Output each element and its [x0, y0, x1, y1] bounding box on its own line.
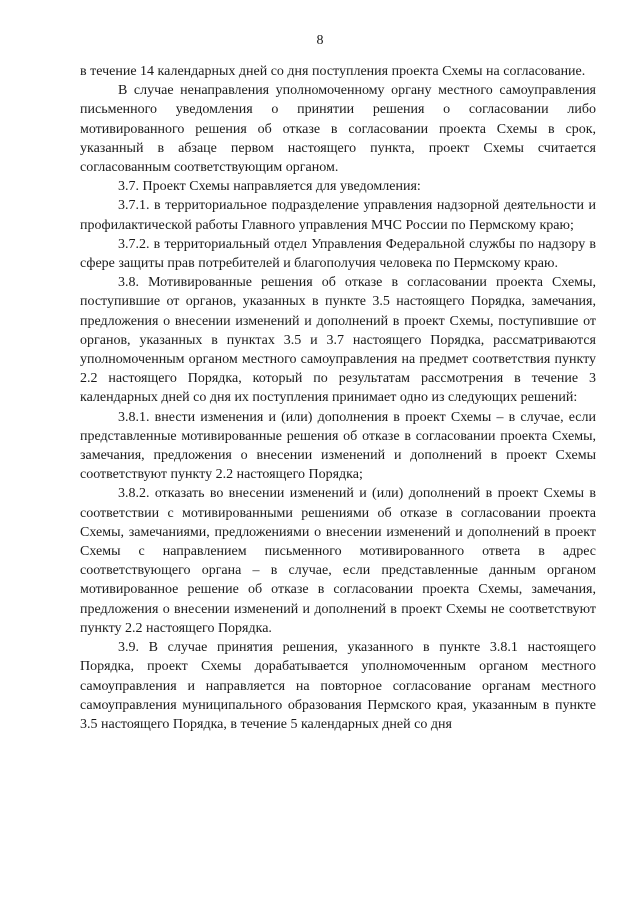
paragraph-3-7-1: 3.7.1. в территориальное подразделение управления надзорной деятельности и профилактической работы Главного управления МЧС России по Пермскому краю; — [80, 198, 596, 233]
document-body — [80, 62, 596, 734]
paragraph-non-notification: В случае ненаправления уполномоченному органу местного самоуправления письменного уведомления о принятии решения о согласовании либо мотивированного решения об отказе в согласовании проекта Схемы в срок, указанный в абзаце первом настоящего пункта, проект Схемы считается согласованным соответствующим органом. — [80, 83, 596, 176]
paragraph-3-9: 3.9. В случае принятия решения, указанного в пункте 3.8.1 настоящего Порядка, проект Схемы дорабатывается уполномоченным органом местного самоуправления и направляется на повторное согласование органам местного самоуправления муниципального образования Пермского края, указанным в пункте 3.5 настоящего Порядка, в течение 5 календарных дней со дня — [80, 640, 596, 732]
paragraph-3-8-2: 3.8.2. отказать во внесении изменений и (или) дополнений в проект Схемы в соответствии с мотивированными решениями об отказе в согласовании проекта Схемы, замечаниями, предложениями о внесении изменений и дополнений в проект Схемы с направлением письменного мотивированного ответа в адрес соответствующего органа – в случае, если представленные данным органом мотивированное решение об отказе в согласовании проекта Схемы, замечания, предложения о внесении изменений и дополнений в проект Схемы не соответствуют пункту 2.2 настоящего Порядка. — [80, 486, 596, 636]
paragraph-3-7-2: 3.7.2. в территориальный отдел Управления Федеральной службы по надзору в сфере защиты прав потребителей и благополучия человека по Пермскому краю. — [80, 236, 596, 272]
paragraph-3-7: 3.7. Проект Схемы направляется для уведомления: — [118, 179, 421, 195]
paragraph-3-8: 3.8. Мотивированные решения об отказе в согласовании проекта Схемы, поступившие от органов, указанных в пункте 3.5 настоящего Порядка, замечания, предложения о внесении изменений и дополнений в проект Схемы, поступившие от органов, указанных в пунктах 3.5 и 3.7 настоящего Порядка, рассматриваются уполномоченным органом местного самоуправления на предмет соответствия пункту 2.2 настоящего Порядка, который по результатам рассмотрения в течение 3 календарных дней со дня их поступления принимает одно из следующих решений: — [80, 275, 596, 406]
paragraph-3-8-1: 3.8.1. внести изменения и (или) дополнения в проект Схемы – в случае, если представленные мотивированные решения об отказе в согласовании проекта Схемы, замечания, предложения о внесении изменений и дополнений в проект Схемы соответствуют пункту 2.2 настоящего Порядка; — [80, 409, 596, 483]
page-number: 8 — [316, 33, 324, 48]
paragraph-continuation: в течение 14 календарных дней со дня поступления проекта Схемы на согласование. — [80, 64, 586, 79]
